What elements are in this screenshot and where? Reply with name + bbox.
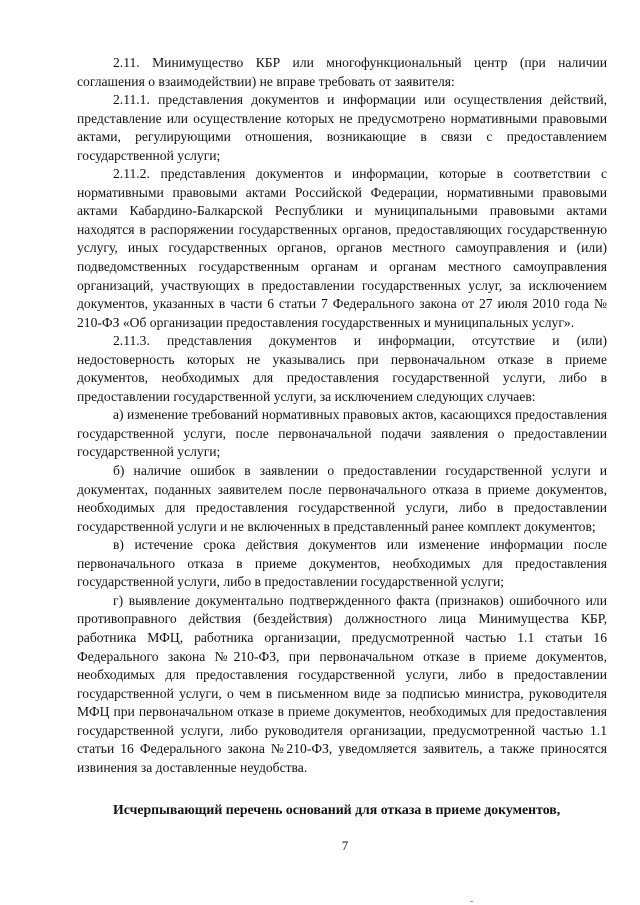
paragraph-2-11-3: 2.11.3. представления документов и информации, отсутствие и (или) недостоверность которых не указывались при первоначальном отказе в приеме документов, необходимых для предоставления государственной услуги, либо в предоставлении государственной услуги, за исключением следующих случаев:: [77, 333, 607, 404]
paragraph-item-a: а) изменение требований нормативных правовых актов, касающихся предоставления государственной услуги, после первоначальной подачи заявления о предоставлении государственной услуги;: [77, 407, 607, 460]
paragraph-2-11: 2.11. Минимущество КБР или многофункциональный центр (при наличии соглашения о взаимодействии) не вправе требовать от заявителя:: [77, 55, 607, 89]
paragraph-item-g: г) выявление документально подтвержденного факта (признаков) ошибочного или противоправного действия (бездействия) должностного лица Минимущества КБР, работника МФЦ, работника организации, предусмотренной частью 1.1 статьи 16 Федерального закона №210-ФЗ, при первоначальном отказе в приеме документов, необходимых для предоставления государственной услуги, либо в предоставлении государственной услуги, о чем в письменном виде за подписью министра, руководителя МФЦ при первоначальном отказе в приеме документов, необходимых для предоставления государственной услуги, либо руководителя организации, предусмотренной частью 1.1 статьи 16 Федерального закона №210-ФЗ, уведомляется заявитель, а также приносятся извинения за доставленные неудобства.: [77, 592, 607, 775]
scan-speck: [470, 901, 473, 902]
paragraph-item-b: б) наличие ошибок в заявлении о предоставлении государственной услуги и документах, поданных заявителем после первоначального отказа в приеме документов, необходимых для предоставления государственной услуги, либо в предоставлении государственной услуги и не включенных в представленный ранее комплект документов;: [77, 463, 607, 534]
paragraph-2-11-1: 2.11.1. представления документов и информации или осуществления действий, представление или осуществление которых не предусмотрено нормативными правовыми актами, регулирующими отношения, возникающие в связи с предоставлением государственной услуги;: [77, 92, 607, 163]
section-heading: Исчерпывающий перечень оснований для отказа в приеме документов,: [113, 802, 561, 817]
paragraph-item-v: в) истечение срока действия документов или изменение информации после первоначального отказа в приеме документов, необходимых для предоставления государственной услуги, либо в предоставлении государственной услуги;: [77, 537, 607, 590]
page-number: 7: [341, 838, 349, 853]
document-body: [77, 54, 607, 777]
paragraph-2-11-2: 2.11.2. представления документов и информации, которые в соответствии с нормативными правовыми актами Российской Федерации, нормативными правовыми актами Кабардино-Балкарской Республики и муниципальными правовыми актами находятся в распоряжении государственных органов, предоставляющих государственную услугу, иных государственных органов, органов местного самоуправления и (или) подведомственных государственным органам и органам местного самоуправления организаций, участвующих в предоставлении государственных услуг, за исключением документов, указанных в части 6 статьи 7 Федерального закона от 27 июля 2010 года № 210-ФЗ «Об организации предоставления государственных и муниципальных услуг».: [77, 166, 607, 330]
